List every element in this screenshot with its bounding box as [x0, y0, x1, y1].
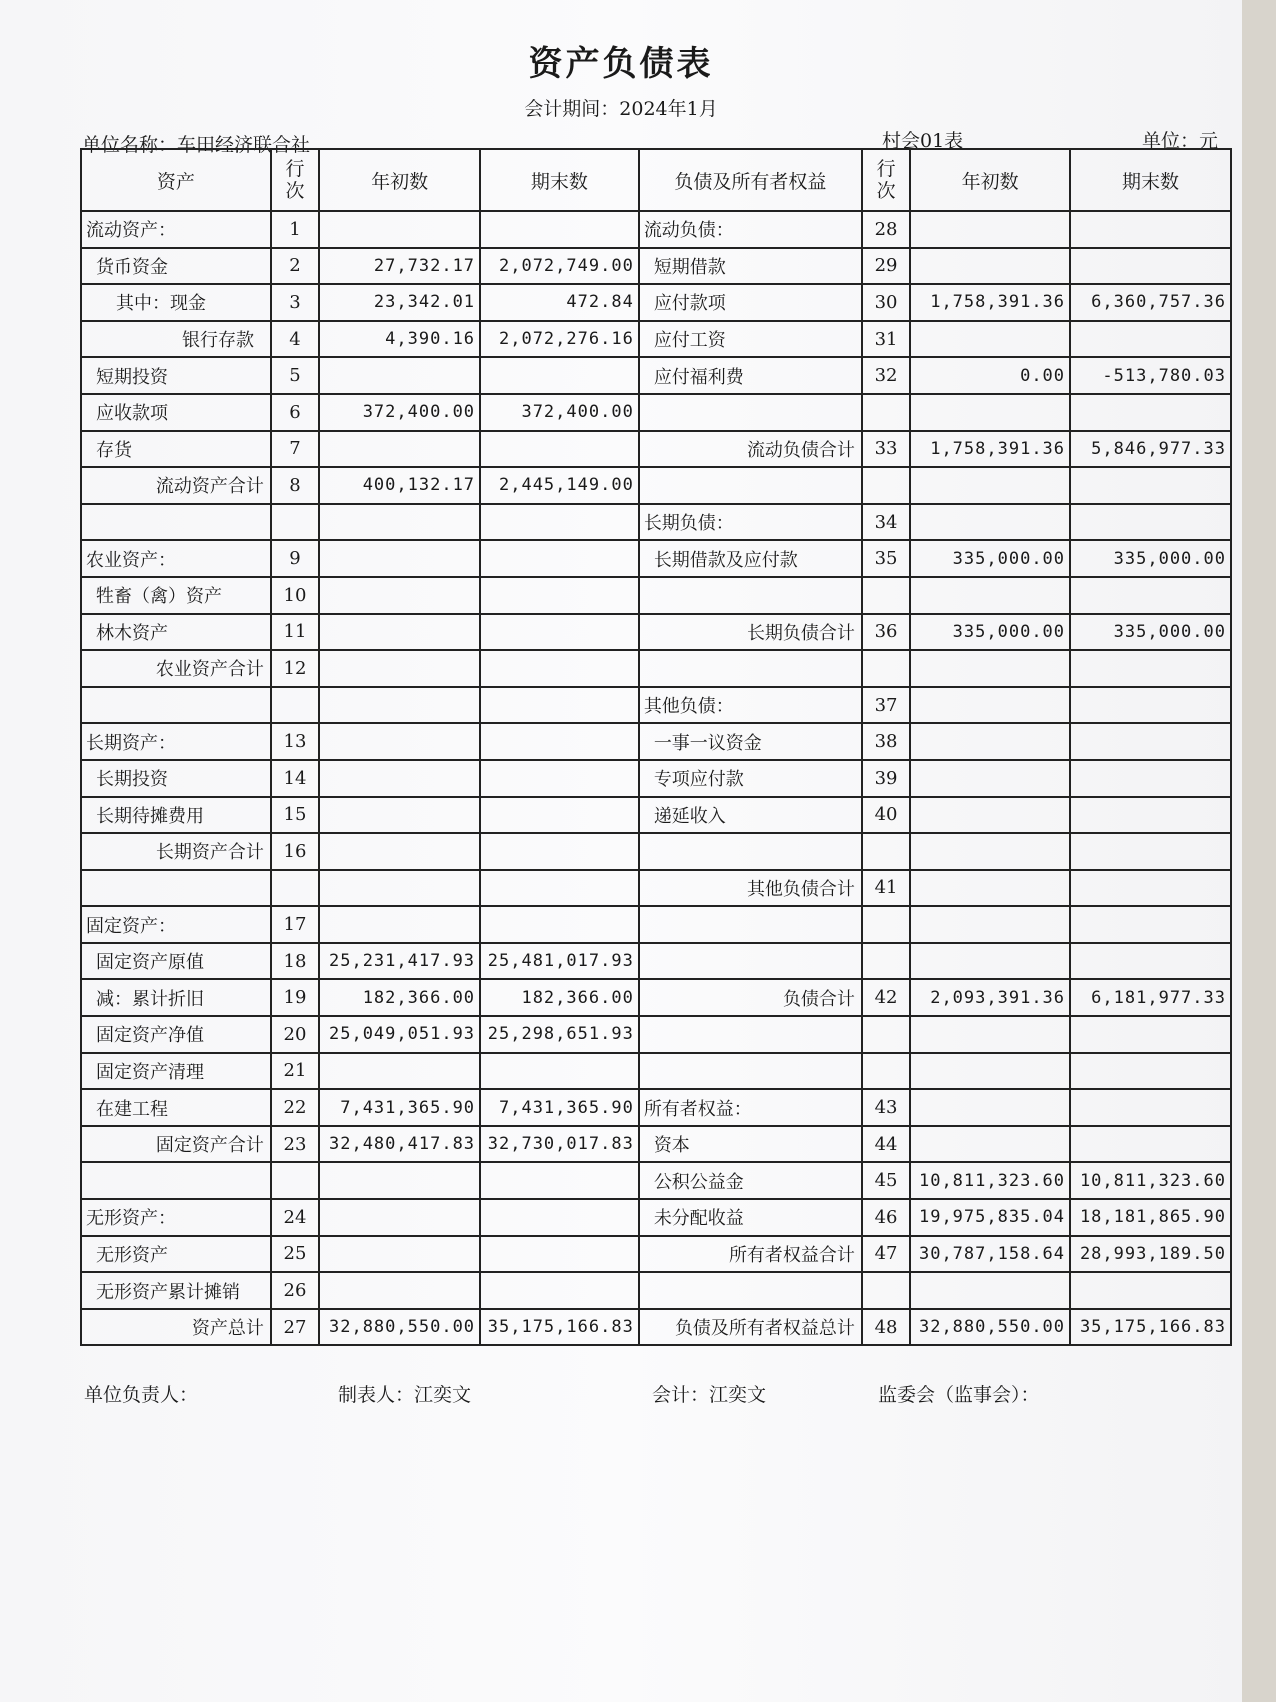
asset-label: 无形资产： — [81, 1199, 271, 1236]
liability-begin-value — [910, 577, 1070, 614]
asset-line-no: 3 — [271, 284, 319, 321]
liability-begin-value: 30,787,158.64 — [910, 1236, 1070, 1273]
asset-begin-value — [319, 687, 480, 724]
table-row — [81, 723, 1231, 760]
table-header-row — [81, 149, 1231, 211]
liability-line-no: 40 — [862, 797, 910, 834]
liability-begin-value: 2,093,391.36 — [910, 979, 1070, 1016]
table-row — [81, 614, 1231, 651]
liability-label — [639, 943, 862, 980]
asset-end-value: 32,730,017.83 — [480, 1126, 639, 1163]
liability-label: 负债合计 — [639, 979, 862, 1016]
asset-end-value — [480, 1236, 639, 1273]
asset-label: 固定资产净值 — [81, 1016, 271, 1053]
asset-end-value: 2,445,149.00 — [480, 467, 639, 504]
liability-end-value — [1070, 577, 1231, 614]
liability-line-no — [862, 1272, 910, 1309]
liability-line-no — [862, 1053, 910, 1090]
form-code: 村会01表 — [882, 130, 964, 152]
liability-begin-value — [910, 870, 1070, 907]
asset-line-no: 2 — [271, 248, 319, 285]
table-row — [81, 1126, 1231, 1163]
table-row — [81, 1309, 1231, 1346]
liability-label — [639, 906, 862, 943]
asset-end-value — [480, 577, 639, 614]
table-row — [81, 1016, 1231, 1053]
asset-end-value: 35,175,166.83 — [480, 1309, 639, 1346]
footer-responsible: 单位负责人： — [84, 1384, 199, 1406]
asset-label: 固定资产： — [81, 906, 271, 943]
asset-label — [81, 687, 271, 724]
asset-line-no: 14 — [271, 760, 319, 797]
liability-line-no: 32 — [862, 357, 910, 394]
asset-begin-value: 23,342.01 — [319, 284, 480, 321]
liability-end-value — [1070, 394, 1231, 431]
liability-begin-value — [910, 833, 1070, 870]
table-row — [81, 1053, 1231, 1090]
liability-label: 未分配收益 — [639, 1199, 862, 1236]
asset-line-no: 5 — [271, 357, 319, 394]
asset-label: 固定资产合计 — [81, 1126, 271, 1163]
liability-begin-value: 1,758,391.36 — [910, 284, 1070, 321]
liability-end-value — [1070, 723, 1231, 760]
liability-line-no: 43 — [862, 1089, 910, 1126]
liability-end-value — [1070, 1126, 1231, 1163]
liability-begin-value — [910, 650, 1070, 687]
asset-label — [81, 1162, 271, 1199]
liability-line-no: 46 — [862, 1199, 910, 1236]
asset-label: 货币资金 — [81, 248, 271, 285]
liability-begin-value — [910, 504, 1070, 541]
asset-line-no: 21 — [271, 1053, 319, 1090]
page-title: 资产负债表 — [528, 44, 714, 84]
asset-end-value: 2,072,749.00 — [480, 248, 639, 285]
asset-label: 林木资产 — [81, 614, 271, 651]
asset-line-no: 18 — [271, 943, 319, 980]
table-row — [81, 833, 1231, 870]
liability-begin-value — [910, 211, 1070, 248]
table-row — [81, 870, 1231, 907]
asset-begin-value — [319, 723, 480, 760]
table-row — [81, 357, 1231, 394]
liability-line-no: 29 — [862, 248, 910, 285]
liability-begin-value — [910, 248, 1070, 285]
liability-label: 流动负债合计 — [639, 431, 862, 468]
asset-line-no: 19 — [271, 979, 319, 1016]
asset-label: 减：累计折旧 — [81, 979, 271, 1016]
table-row — [81, 540, 1231, 577]
liability-label: 流动负债： — [639, 211, 862, 248]
liability-end-value: 335,000.00 — [1070, 540, 1231, 577]
col-asset-header: 资产 — [81, 149, 271, 211]
table-row — [81, 1089, 1231, 1126]
asset-line-no: 7 — [271, 431, 319, 468]
asset-line-no — [271, 870, 319, 907]
asset-label: 银行存款 — [81, 321, 271, 358]
asset-end-value: 2,072,276.16 — [480, 321, 639, 358]
liability-label: 所有者权益： — [639, 1089, 862, 1126]
liability-end-value — [1070, 467, 1231, 504]
asset-end-value — [480, 211, 639, 248]
asset-label: 存货 — [81, 431, 271, 468]
asset-label: 无形资产累计摊销 — [81, 1272, 271, 1309]
asset-end-value: 25,481,017.93 — [480, 943, 639, 980]
asset-label: 固定资产原值 — [81, 943, 271, 980]
liability-label: 负债及所有者权益总计 — [639, 1309, 862, 1346]
asset-label: 短期投资 — [81, 357, 271, 394]
asset-begin-value — [319, 431, 480, 468]
asset-begin-value — [319, 870, 480, 907]
liability-begin-value — [910, 760, 1070, 797]
liability-end-value — [1070, 906, 1231, 943]
asset-line-no: 17 — [271, 906, 319, 943]
asset-label: 农业资产： — [81, 540, 271, 577]
liability-label: 递延收入 — [639, 797, 862, 834]
liability-begin-value: 19,975,835.04 — [910, 1199, 1070, 1236]
asset-begin-value — [319, 614, 480, 651]
col-begin2-header: 年初数 — [910, 149, 1070, 211]
liability-begin-value — [910, 1053, 1070, 1090]
asset-begin-value — [319, 1162, 480, 1199]
asset-begin-value: 27,732.17 — [319, 248, 480, 285]
liability-end-value: 28,993,189.50 — [1070, 1236, 1231, 1273]
asset-end-value — [480, 614, 639, 651]
asset-begin-value — [319, 1236, 480, 1273]
col-seq-header: 行 次 — [271, 149, 319, 211]
liability-line-no — [862, 943, 910, 980]
liability-label: 应付福利费 — [639, 357, 862, 394]
liability-line-no: 37 — [862, 687, 910, 724]
asset-begin-value — [319, 211, 480, 248]
liability-line-no: 35 — [862, 540, 910, 577]
liability-label — [639, 467, 862, 504]
asset-line-no: 4 — [271, 321, 319, 358]
liability-begin-value — [910, 321, 1070, 358]
footer-accountant: 会计：江奕文 — [652, 1384, 767, 1406]
asset-line-no: 10 — [271, 577, 319, 614]
asset-label — [81, 504, 271, 541]
liability-label: 短期借款 — [639, 248, 862, 285]
liability-end-value: 6,360,757.36 — [1070, 284, 1231, 321]
asset-label: 其中：现金 — [81, 284, 271, 321]
liability-label: 应付款项 — [639, 284, 862, 321]
asset-end-value: 372,400.00 — [480, 394, 639, 431]
liability-end-value — [1070, 943, 1231, 980]
liability-begin-value: 10,811,323.60 — [910, 1162, 1070, 1199]
asset-line-no: 12 — [271, 650, 319, 687]
table-row — [81, 1199, 1231, 1236]
asset-begin-value — [319, 1199, 480, 1236]
liability-end-value — [1070, 321, 1231, 358]
liability-label: 长期负债： — [639, 504, 862, 541]
liability-begin-value — [910, 797, 1070, 834]
asset-begin-value: 25,049,051.93 — [319, 1016, 480, 1053]
table-row — [81, 979, 1231, 1016]
asset-line-no: 1 — [271, 211, 319, 248]
table-row — [81, 211, 1231, 248]
asset-line-no: 20 — [271, 1016, 319, 1053]
asset-label: 长期资产： — [81, 723, 271, 760]
liability-line-no: 30 — [862, 284, 910, 321]
liability-label: 公积公益金 — [639, 1162, 862, 1199]
liability-label: 应付工资 — [639, 321, 862, 358]
liability-label: 资本 — [639, 1126, 862, 1163]
liability-label: 所有者权益合计 — [639, 1236, 862, 1273]
currency-unit: 单位：元 — [1142, 130, 1219, 152]
asset-label: 长期投资 — [81, 760, 271, 797]
asset-end-value — [480, 797, 639, 834]
liability-line-no: 48 — [862, 1309, 910, 1346]
asset-begin-value — [319, 906, 480, 943]
asset-label: 无形资产 — [81, 1236, 271, 1273]
asset-begin-value — [319, 833, 480, 870]
liability-line-no: 31 — [862, 321, 910, 358]
liability-begin-value — [910, 1089, 1070, 1126]
liability-end-value — [1070, 870, 1231, 907]
liability-label — [639, 1016, 862, 1053]
liability-label: 长期负债合计 — [639, 614, 862, 651]
liability-line-no: 41 — [862, 870, 910, 907]
col-end2-header: 期末数 — [1070, 149, 1231, 211]
liability-begin-value — [910, 1272, 1070, 1309]
liability-line-no: 45 — [862, 1162, 910, 1199]
asset-begin-value — [319, 650, 480, 687]
liability-line-no: 38 — [862, 723, 910, 760]
asset-end-value: 472.84 — [480, 284, 639, 321]
asset-begin-value — [319, 504, 480, 541]
table-row — [81, 1162, 1231, 1199]
asset-end-value — [480, 906, 639, 943]
liability-line-no: 34 — [862, 504, 910, 541]
asset-end-value: 7,431,365.90 — [480, 1089, 639, 1126]
liability-begin-value — [910, 467, 1070, 504]
accounting-period: 会计期间：2024年1月 — [524, 98, 718, 120]
asset-end-value — [480, 1272, 639, 1309]
asset-end-value — [480, 687, 639, 724]
table-row — [81, 687, 1231, 724]
liability-line-no: 39 — [862, 760, 910, 797]
table-row — [81, 394, 1231, 431]
asset-begin-value: 182,366.00 — [319, 979, 480, 1016]
liability-begin-value — [910, 394, 1070, 431]
liability-line-no — [862, 650, 910, 687]
table-row — [81, 431, 1231, 468]
liability-end-value: 5,846,977.33 — [1070, 431, 1231, 468]
table-row — [81, 1272, 1231, 1309]
liability-end-value — [1070, 211, 1231, 248]
asset-end-value — [480, 1199, 639, 1236]
table-row — [81, 467, 1231, 504]
asset-label: 农业资产合计 — [81, 650, 271, 687]
asset-begin-value — [319, 540, 480, 577]
balance-sheet-table — [80, 148, 1232, 1346]
asset-line-no: 11 — [271, 614, 319, 651]
asset-line-no — [271, 687, 319, 724]
liability-label — [639, 650, 862, 687]
liability-begin-value: 335,000.00 — [910, 540, 1070, 577]
liability-line-no: 42 — [862, 979, 910, 1016]
liability-label — [639, 833, 862, 870]
liability-label — [639, 577, 862, 614]
col-seq2-header: 行 次 — [862, 149, 910, 211]
asset-begin-value: 25,231,417.93 — [319, 943, 480, 980]
table-row — [81, 1236, 1231, 1273]
liability-line-no — [862, 833, 910, 870]
asset-begin-value — [319, 357, 480, 394]
liability-line-no — [862, 1016, 910, 1053]
liability-label — [639, 1053, 862, 1090]
asset-end-value — [480, 650, 639, 687]
liability-begin-value — [910, 687, 1070, 724]
liability-end-value — [1070, 1053, 1231, 1090]
liability-end-value — [1070, 833, 1231, 870]
liability-begin-value — [910, 723, 1070, 760]
liability-label: 其他负债： — [639, 687, 862, 724]
liability-end-value: 10,811,323.60 — [1070, 1162, 1231, 1199]
asset-end-value: 25,298,651.93 — [480, 1016, 639, 1053]
asset-end-value — [480, 1053, 639, 1090]
liability-begin-value: 1,758,391.36 — [910, 431, 1070, 468]
table-row — [81, 504, 1231, 541]
liability-label: 专项应付款 — [639, 760, 862, 797]
asset-label: 流动资产： — [81, 211, 271, 248]
liability-line-no — [862, 467, 910, 504]
asset-end-value — [480, 870, 639, 907]
asset-label: 资产总计 — [81, 1309, 271, 1346]
asset-line-no — [271, 504, 319, 541]
asset-line-no: 25 — [271, 1236, 319, 1273]
asset-label: 牲畜（禽）资产 — [81, 577, 271, 614]
liability-begin-value — [910, 943, 1070, 980]
liability-label: 其他负债合计 — [639, 870, 862, 907]
liability-line-no — [862, 577, 910, 614]
liability-end-value — [1070, 1016, 1231, 1053]
liability-end-value — [1070, 687, 1231, 724]
liability-line-no: 33 — [862, 431, 910, 468]
asset-begin-value — [319, 1272, 480, 1309]
asset-line-no: 13 — [271, 723, 319, 760]
asset-label: 长期待摊费用 — [81, 797, 271, 834]
footer-preparer: 制表人：江奕文 — [338, 1384, 472, 1406]
asset-end-value — [480, 504, 639, 541]
table-row — [81, 797, 1231, 834]
liability-label — [639, 1272, 862, 1309]
table-row — [81, 577, 1231, 614]
liability-end-value — [1070, 760, 1231, 797]
liability-line-no — [862, 394, 910, 431]
liability-begin-value: 32,880,550.00 — [910, 1309, 1070, 1346]
liability-label: 长期借款及应付款 — [639, 540, 862, 577]
asset-begin-value — [319, 1053, 480, 1090]
asset-end-value — [480, 833, 639, 870]
asset-end-value — [480, 1162, 639, 1199]
table-row — [81, 650, 1231, 687]
liability-line-no: 36 — [862, 614, 910, 651]
asset-end-value — [480, 540, 639, 577]
asset-line-no: 27 — [271, 1309, 319, 1346]
asset-line-no: 26 — [271, 1272, 319, 1309]
asset-line-no: 9 — [271, 540, 319, 577]
asset-begin-value: 32,480,417.83 — [319, 1126, 480, 1163]
liability-begin-value — [910, 1016, 1070, 1053]
asset-line-no: 16 — [271, 833, 319, 870]
asset-line-no: 6 — [271, 394, 319, 431]
asset-label: 流动资产合计 — [81, 467, 271, 504]
asset-line-no: 8 — [271, 467, 319, 504]
asset-begin-value — [319, 760, 480, 797]
asset-label: 应收款项 — [81, 394, 271, 431]
asset-line-no — [271, 1162, 319, 1199]
liability-end-value: -513,780.03 — [1070, 357, 1231, 394]
asset-label: 在建工程 — [81, 1089, 271, 1126]
liability-end-value: 35,175,166.83 — [1070, 1309, 1231, 1346]
asset-end-value: 182,366.00 — [480, 979, 639, 1016]
asset-begin-value: 32,880,550.00 — [319, 1309, 480, 1346]
asset-begin-value: 400,132.17 — [319, 467, 480, 504]
col-begin-header: 年初数 — [319, 149, 480, 211]
footer-supervisor: 监委会（监事会）： — [878, 1384, 1040, 1406]
asset-end-value — [480, 431, 639, 468]
asset-label — [81, 870, 271, 907]
liability-begin-value: 0.00 — [910, 357, 1070, 394]
table-row — [81, 321, 1231, 358]
liability-line-no: 28 — [862, 211, 910, 248]
liability-end-value — [1070, 1272, 1231, 1309]
asset-label: 长期资产合计 — [81, 833, 271, 870]
liability-line-no — [862, 906, 910, 943]
asset-begin-value — [319, 577, 480, 614]
liability-end-value — [1070, 650, 1231, 687]
col-end-header: 期末数 — [480, 149, 639, 211]
liability-begin-value: 335,000.00 — [910, 614, 1070, 651]
asset-end-value — [480, 723, 639, 760]
liability-line-no: 47 — [862, 1236, 910, 1273]
asset-line-no: 22 — [271, 1089, 319, 1126]
asset-begin-value: 372,400.00 — [319, 394, 480, 431]
asset-line-no: 15 — [271, 797, 319, 834]
liability-label — [639, 394, 862, 431]
table-row — [81, 760, 1231, 797]
asset-begin-value — [319, 797, 480, 834]
asset-begin-value: 7,431,365.90 — [319, 1089, 480, 1126]
liability-label: 一事一议资金 — [639, 723, 862, 760]
asset-end-value — [480, 760, 639, 797]
table-row — [81, 248, 1231, 285]
col-liab-header: 负债及所有者权益 — [639, 149, 862, 211]
table-row — [81, 943, 1231, 980]
liability-end-value: 335,000.00 — [1070, 614, 1231, 651]
table-row — [81, 284, 1231, 321]
asset-line-no: 23 — [271, 1126, 319, 1163]
liability-end-value — [1070, 248, 1231, 285]
liability-end-value: 18,181,865.90 — [1070, 1199, 1231, 1236]
asset-end-value — [480, 357, 639, 394]
asset-label: 固定资产清理 — [81, 1053, 271, 1090]
liability-end-value — [1070, 797, 1231, 834]
liability-end-value — [1070, 504, 1231, 541]
liability-line-no: 44 — [862, 1126, 910, 1163]
unit-name: 单位名称：车田经济联合社 — [82, 134, 311, 156]
asset-line-no: 24 — [271, 1199, 319, 1236]
liability-begin-value — [910, 1126, 1070, 1163]
table-row — [81, 906, 1231, 943]
liability-end-value: 6,181,977.33 — [1070, 979, 1231, 1016]
asset-begin-value: 4,390.16 — [319, 321, 480, 358]
liability-end-value — [1070, 1089, 1231, 1126]
liability-begin-value — [910, 906, 1070, 943]
